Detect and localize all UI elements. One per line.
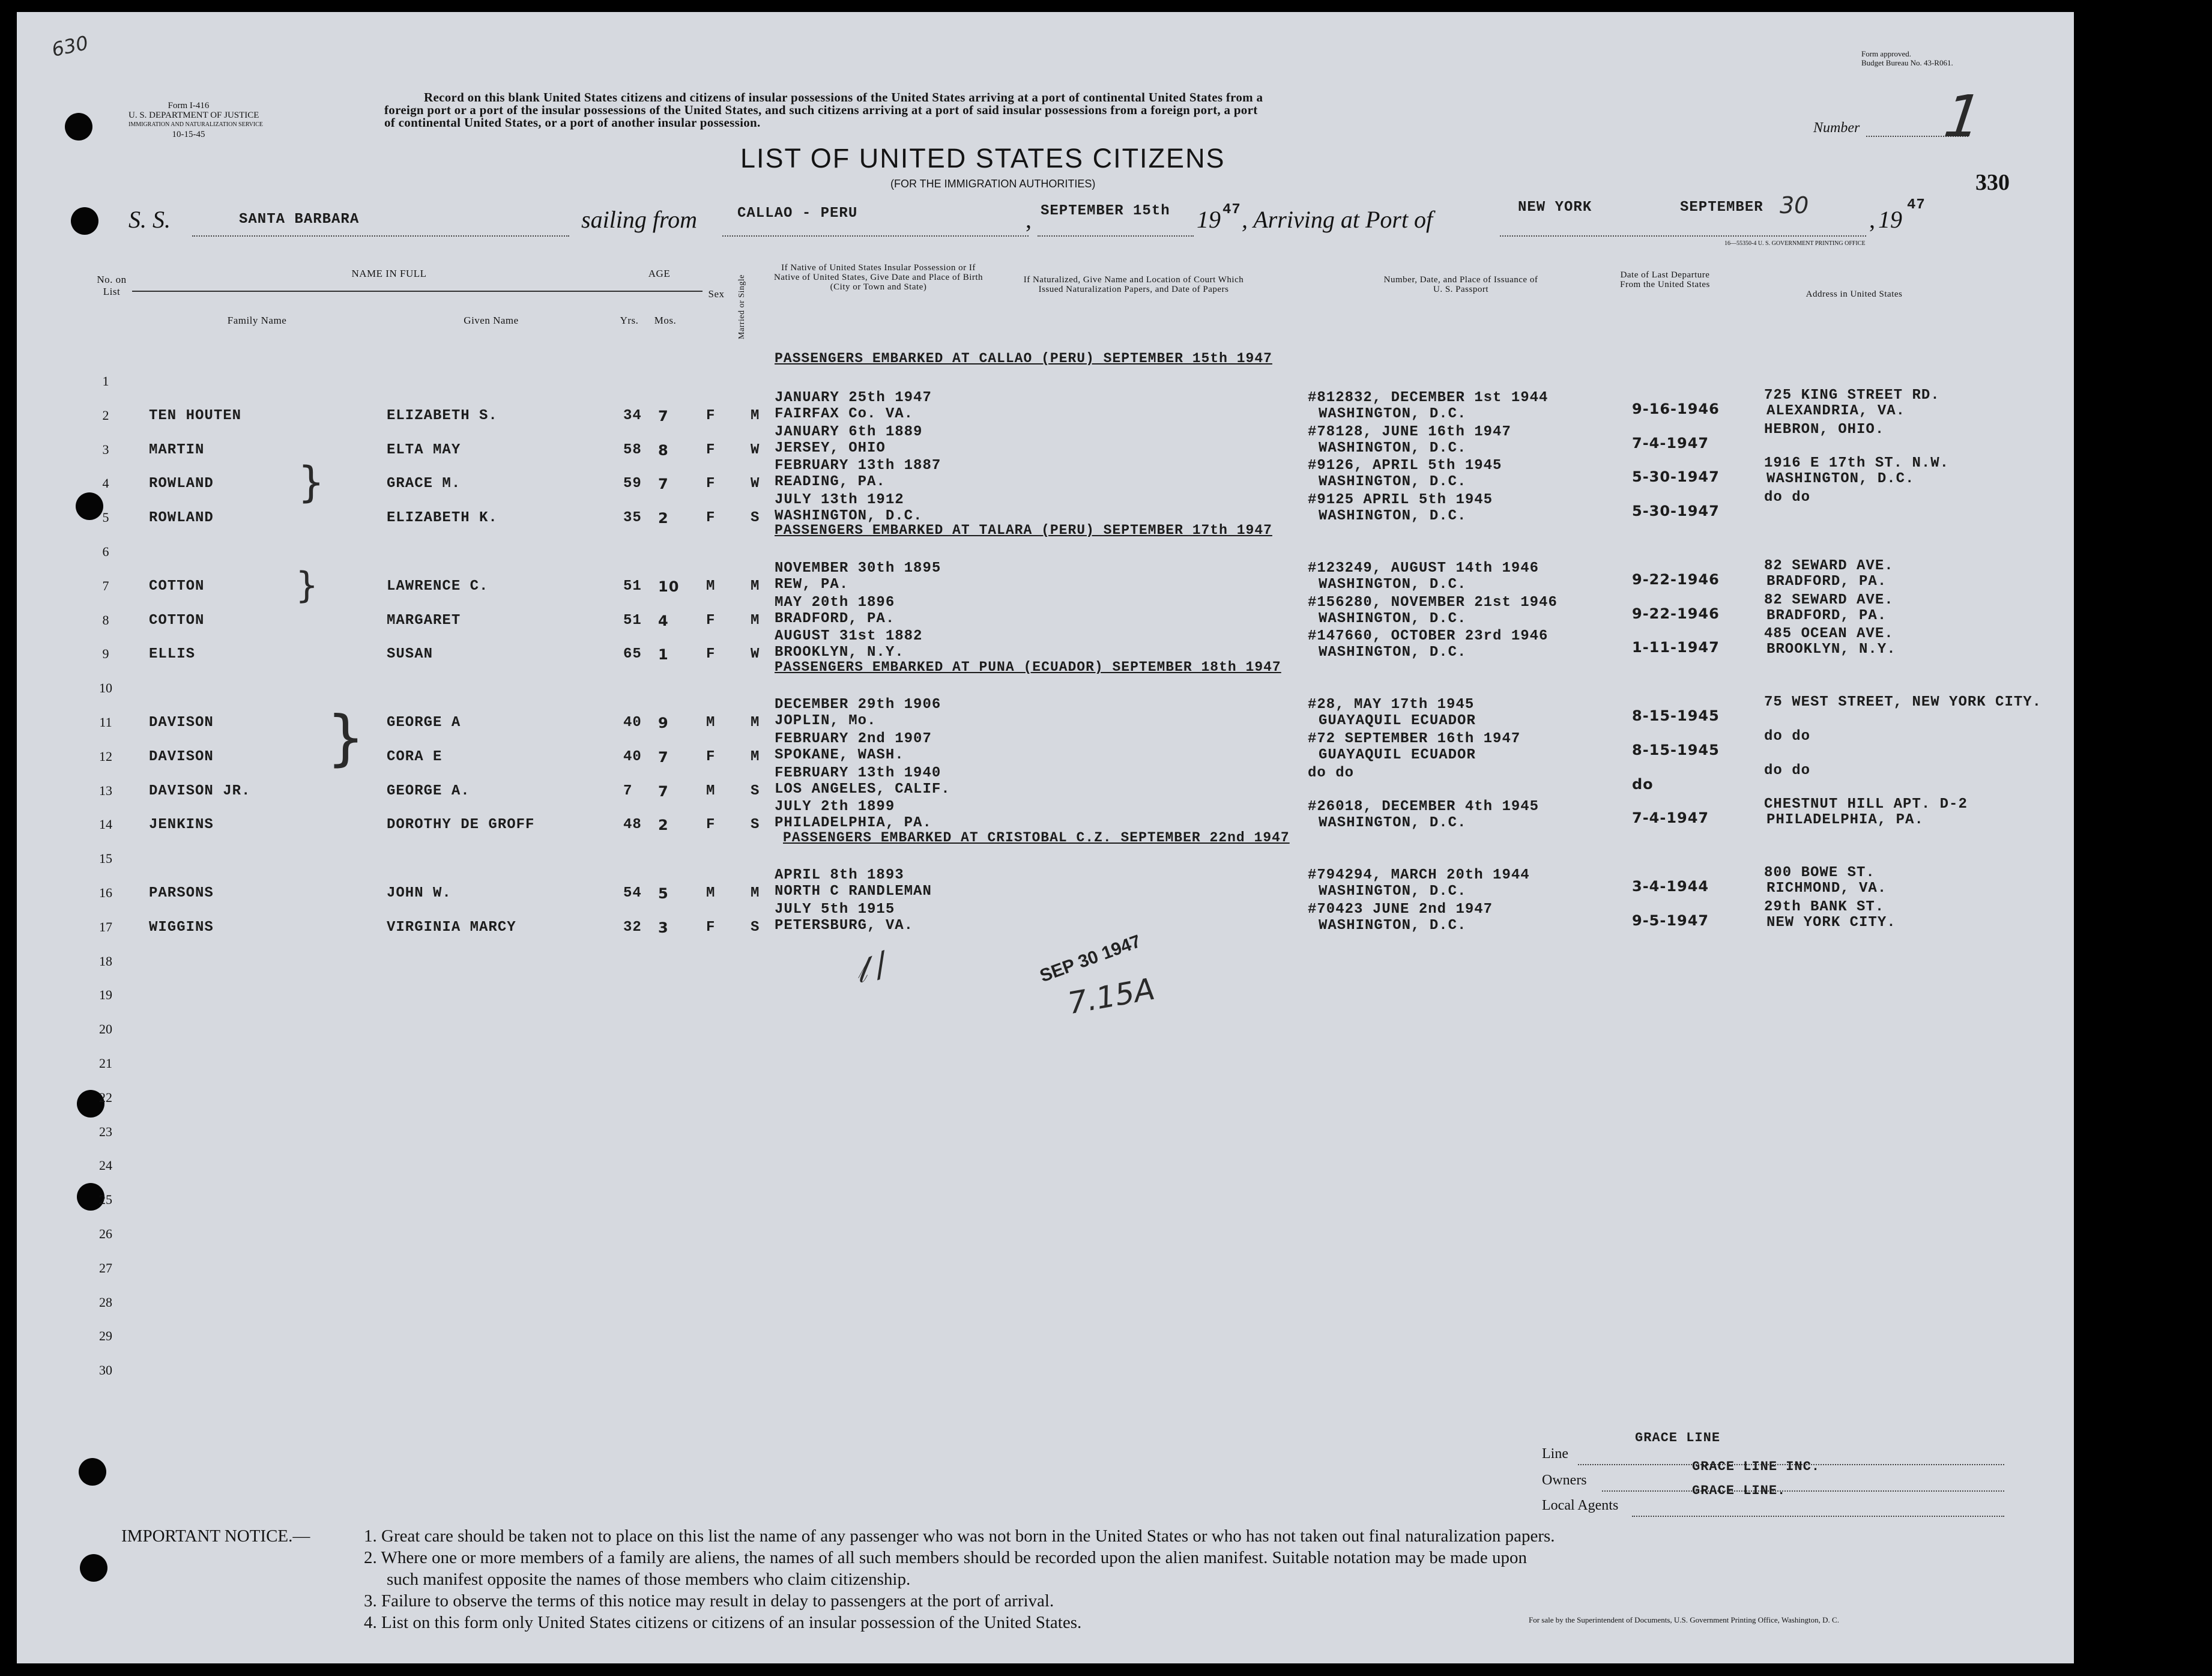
row-number: 3: [102, 441, 109, 457]
sex: F: [706, 476, 716, 492]
col-name-in-full: NAME IN FULL: [351, 268, 427, 279]
passport-number-date: #794294, MARCH 20th 1944: [1308, 867, 1530, 883]
marital-status: W: [751, 476, 760, 492]
row-number: 22: [99, 1089, 112, 1105]
age-months: 5: [658, 885, 669, 902]
family-name: JENKINS: [149, 817, 214, 833]
passport-number-date: #72 SEPTEMBER 16th 1947: [1308, 730, 1521, 747]
arrive-day: 30: [1780, 192, 1809, 219]
notice-item-2: 2. Where one or more members of a family are aliens, the names of all such members should be recorded upon the alien manifest. Suitable notation may be made upon: [364, 1548, 1528, 1567]
address-line-1: 485 OCEAN AVE.: [1764, 626, 1894, 643]
family-name: PARSONS: [149, 885, 214, 901]
budget-approval: [1861, 49, 1953, 67]
age-months: 3: [658, 919, 669, 936]
depart-year: 47: [1222, 202, 1241, 218]
passport-number-date: #28, MAY 17th 1945: [1308, 697, 1475, 713]
notice-heading: IMPORTANT NOTICE.—: [121, 1526, 310, 1546]
owners-value: GRACE LINE INC.: [1692, 1459, 1821, 1474]
inspector-initials: 7.15A: [1065, 971, 1158, 1021]
birth-place: PETERSBURG, VA.: [775, 917, 914, 934]
col-married: Married or Single: [737, 274, 746, 340]
family-name: COTTON: [149, 578, 205, 594]
last-departure-date: 7-4-1947: [1632, 809, 1709, 827]
notice-item-4: 4. List on this form only United States citizens or citizens of an insular possession of the United States.: [364, 1613, 1082, 1632]
form-approved: Form approved.: [1861, 49, 1912, 58]
section-header: PASSENGERS EMBARKED AT TALARA (PERU) SEPTEMBER 17th 1947: [775, 522, 1272, 538]
birth-place: REW, PA.: [775, 576, 849, 593]
row-number: 16: [99, 885, 112, 900]
given-name: LAWRENCE C.: [387, 578, 489, 594]
line-label: Line: [1542, 1446, 1568, 1462]
sex: M: [706, 715, 716, 731]
margin-note: 630: [49, 31, 91, 61]
family-name: DAVISON JR.: [149, 782, 251, 799]
last-departure-date: 7-4-1947: [1632, 434, 1709, 452]
owners-rule: [1602, 1490, 2004, 1492]
row-number: 18: [99, 953, 112, 969]
col-yrs: Yrs.: [620, 315, 639, 326]
sex: F: [706, 748, 716, 765]
arrive-year: 47: [1907, 197, 1926, 213]
last-departure-date: 8-15-1945: [1632, 707, 1720, 724]
given-name: MARGARET: [387, 612, 461, 629]
birth-place: WASHINGTON, D.C.: [775, 508, 923, 525]
age-years: 58: [623, 441, 642, 458]
age-years: 34: [623, 407, 642, 424]
marital-status: M: [751, 612, 760, 629]
passport-number-date: do do: [1308, 764, 1355, 781]
given-name: VIRGINIA MARCY: [387, 919, 516, 936]
marital-status: S: [751, 782, 760, 799]
age-years: 40: [623, 715, 642, 731]
age-years: 32: [623, 919, 642, 936]
row-number: 10: [99, 680, 112, 696]
family-bracket-mark: }: [298, 458, 325, 507]
marital-status: W: [751, 646, 760, 663]
age-months: 7: [658, 476, 669, 493]
row-number: 15: [99, 851, 112, 867]
section-header: PASSENGERS EMBARKED AT PUNA (ECUADOR) SEPTEMBER 18th 1947: [775, 659, 1281, 675]
instruction-line: Record on this blank United States citizens and citizens of insular possessions of the United States arriving at a port of continental United States from a: [424, 90, 1263, 104]
page-subtitle: (FOR THE IMMIGRATION AUTHORITIES): [890, 178, 1096, 190]
marital-status: M: [751, 407, 760, 424]
birth-date: NOVEMBER 30th 1895: [775, 560, 941, 576]
section-header: PASSENGERS EMBARKED AT CALLAO (PERU) SEPTEMBER 15th 1947: [775, 351, 1272, 366]
passport-place: WASHINGTON, D.C.: [1319, 610, 1467, 627]
year-prefix: 19: [1197, 206, 1221, 233]
punch-hole: [71, 207, 98, 235]
col-age: AGE: [648, 268, 671, 279]
birth-date: MAY 20th 1896: [775, 594, 895, 611]
last-departure-date: 9-22-1946: [1632, 605, 1720, 622]
passport-number-date: #147660, OCTOBER 23rd 1946: [1308, 628, 1549, 645]
family-name: ROWLAND: [149, 510, 214, 527]
family-name: DAVISON: [149, 748, 214, 765]
agents-rule: [1632, 1516, 2004, 1517]
col-naturalized: If Naturalized, Give Name and Location of Court Which Issued Naturalization Papers, and Date of Papers: [1023, 275, 1244, 294]
birth-place: READING, PA.: [775, 474, 886, 491]
marital-status: M: [751, 715, 760, 731]
passport-number-date: #123249, AUGUST 14th 1946: [1308, 560, 1540, 576]
row-number: 2: [102, 407, 109, 423]
punch-hole: [79, 1458, 106, 1486]
arriving-label: , Arriving at Port of: [1242, 206, 1433, 233]
row-number: 27: [99, 1260, 112, 1275]
sex: F: [706, 407, 716, 424]
passport-number-date: #812832, DECEMBER 1st 1944: [1308, 389, 1549, 406]
form-edition: 10-15-45: [172, 130, 205, 139]
instruction-line: of continental United States, or a port of another insular possession.: [384, 115, 761, 130]
age-months: 7: [658, 407, 669, 425]
marital-status: W: [751, 441, 760, 458]
col-family: Family Name: [227, 315, 287, 326]
row-number: 21: [99, 1056, 112, 1071]
line-value: GRACE LINE: [1635, 1430, 1721, 1445]
last-departure-date: 1-11-1947: [1632, 639, 1720, 656]
sailing-label: sailing from: [581, 206, 697, 233]
row-number: 4: [102, 476, 109, 491]
passport-number-date: #156280, NOVEMBER 21st 1946: [1308, 594, 1558, 611]
age-years: 7: [623, 782, 633, 799]
passport-place: GUAYAQUIL ECUADOR: [1319, 746, 1476, 763]
age-months: 2: [658, 817, 669, 834]
from-port-line: [722, 235, 1029, 237]
age-years: 51: [623, 578, 642, 594]
birth-date: JANUARY 6th 1889: [775, 423, 923, 440]
col-passport: Number, Date, and Place of Issuance of U. S. Passport: [1383, 275, 1538, 294]
passport-place: WASHINGTON, D.C.: [1319, 405, 1467, 422]
age-months: 7: [658, 782, 669, 800]
passport-number-date: #9126, APRIL 5th 1945: [1308, 458, 1502, 474]
punch-hole: [80, 1554, 107, 1582]
sex: F: [706, 510, 716, 527]
row-number: 23: [99, 1124, 112, 1139]
given-name: GEORGE A: [387, 715, 461, 731]
number-value: 1: [1933, 83, 1992, 150]
marital-status: S: [751, 817, 760, 833]
address-line-1: do do: [1764, 728, 1811, 745]
sex: F: [706, 817, 716, 833]
passport-number-date: #26018, DECEMBER 4th 1945: [1308, 799, 1540, 815]
page-number: 330: [1975, 170, 2010, 195]
arrive-month: SEPTEMBER: [1680, 199, 1763, 216]
last-departure-date: 9-5-1947: [1632, 912, 1709, 929]
last-departure-date: do: [1632, 775, 1654, 793]
row-number: 17: [99, 919, 112, 934]
number-label: Number: [1813, 120, 1860, 136]
passport-place: WASHINGTON, D.C.: [1319, 644, 1467, 661]
birth-date: FEBRUARY 13th 1940: [775, 764, 941, 781]
last-departure-date: 5-30-1947: [1632, 468, 1720, 486]
manifest-sheet: [17, 12, 2074, 1663]
address-line-1: HEBRON, OHIO.: [1764, 421, 1885, 438]
birth-place: BRADFORD, PA.: [775, 610, 895, 627]
punch-hole: [65, 113, 92, 141]
notice-item-1: 1. Great care should be taken not to place on this list the name of any passenger who was not born in the United States or who has not taken out final naturalization papers.: [364, 1526, 1555, 1546]
passport-number-date: #9125 APRIL 5th 1945: [1308, 492, 1493, 509]
age-years: 35: [623, 510, 642, 527]
passport-place: WASHINGTON, D.C.: [1319, 815, 1467, 832]
address-line-1: 800 BOWE ST.: [1764, 865, 1875, 881]
sex: F: [706, 646, 716, 663]
birth-date: JANUARY 25th 1947: [775, 389, 932, 406]
row-number: 9: [102, 646, 109, 662]
birth-place: FAIRFAX Co. VA.: [775, 405, 914, 422]
birth-place: NORTH C RANDLEMAN: [775, 883, 932, 900]
col-departure: Date of Last Departure From the United States: [1620, 270, 1710, 289]
last-departure-date: 8-15-1945: [1632, 741, 1720, 758]
birth-place: JERSEY, OHIO: [775, 440, 886, 456]
passport-place: WASHINGTON, D.C.: [1319, 883, 1467, 900]
given-name: ELIZABETH K.: [387, 510, 498, 527]
family-name: ELLIS: [149, 646, 196, 663]
address-line-1: do do: [1764, 489, 1811, 506]
address-line-1: 75 WEST STREET, NEW YORK CITY.: [1764, 694, 2042, 710]
row-number: 24: [99, 1158, 112, 1173]
row-number: 30: [99, 1363, 112, 1378]
given-name: GEORGE A.: [387, 782, 470, 799]
sex: F: [706, 612, 716, 629]
marital-status: M: [751, 885, 760, 901]
budget-number: Budget Bureau No. 43-R061.: [1861, 58, 1953, 67]
section-header: PASSENGERS EMBARKED AT CRISTOBAL C.Z. SEPTEMBER 22nd 1947: [783, 830, 1290, 846]
address-line-1: CHESTNUT HILL APT. D-2: [1764, 796, 1968, 813]
birth-date: FEBRUARY 13th 1887: [775, 458, 941, 474]
family-name: DAVISON: [149, 715, 214, 731]
birth-date: FEBRUARY 2nd 1907: [775, 730, 932, 747]
owners-label: Owners: [1542, 1472, 1587, 1488]
given-name: ELTA MAY: [387, 441, 461, 458]
address-line-2: BRADFORD, PA.: [1766, 607, 1887, 624]
ss-label: S. S.: [128, 206, 171, 233]
birth-place: BROOKLYN, N.Y.: [775, 644, 904, 661]
birth-date: JULY 2th 1899: [775, 799, 895, 815]
birth-date: DECEMBER 29th 1906: [775, 697, 941, 713]
sex: M: [706, 782, 716, 799]
birth-date: APRIL 8th 1893: [775, 867, 904, 883]
row-number: 11: [99, 715, 112, 730]
sex: M: [706, 885, 716, 901]
last-departure-date: 5-30-1947: [1632, 503, 1720, 520]
agents-value: GRACE LINE.: [1692, 1483, 1786, 1498]
row-number: 20: [99, 1021, 112, 1037]
passport-place: WASHINGTON, D.C.: [1319, 474, 1467, 491]
row-number: 1: [102, 374, 109, 389]
name-rule: [132, 291, 703, 292]
birth-place: JOPLIN, Mo.: [775, 713, 877, 729]
last-departure-date: 9-16-1946: [1632, 400, 1720, 417]
depart-date: SEPTEMBER 15th: [1041, 203, 1170, 219]
ship-line: [192, 235, 569, 237]
age-months: 2: [658, 510, 669, 527]
marital-status: S: [751, 510, 760, 527]
given-name: JOHN W.: [387, 885, 452, 901]
col-mos: Mos.: [654, 315, 677, 326]
age-months: 8: [658, 441, 669, 459]
last-departure-date: 9-22-1946: [1632, 570, 1720, 588]
birth-date: JULY 5th 1915: [775, 901, 895, 918]
col-no: No. on List: [97, 274, 127, 297]
passport-place: WASHINGTON, D.C.: [1319, 508, 1467, 525]
given-name: GRACE M.: [387, 476, 461, 492]
sex: F: [706, 919, 716, 936]
age-months: 4: [658, 612, 669, 629]
age-months: 1: [658, 646, 669, 664]
age-years: 59: [623, 476, 642, 492]
address-line-1: 1916 E 17th ST. N.W.: [1764, 455, 1950, 472]
age-years: 51: [623, 612, 642, 629]
passport-number-date: #70423 JUNE 2nd 1947: [1308, 901, 1493, 918]
age-months: 10: [658, 578, 680, 595]
sex: F: [706, 441, 716, 458]
col-given: Given Name: [464, 315, 519, 326]
col-address: Address in United States: [1806, 289, 1903, 299]
arrival-date-stamp: SEP 30 1947: [1037, 931, 1144, 987]
age-years: 65: [623, 646, 642, 663]
row-number: 25: [99, 1192, 112, 1208]
instructions: [384, 91, 1263, 129]
form-service: IMMIGRATION AND NATURALIZATION SERVICE: [128, 121, 263, 128]
row-number: 19: [99, 987, 112, 1003]
address-line-2: BROOKLYN, N.Y.: [1766, 641, 1896, 658]
address-line-2: BRADFORD, PA.: [1766, 573, 1887, 590]
given-name: SUSAN: [387, 646, 434, 663]
printing-office: 16—55350-4 U. S. GOVERNMENT PRINTING OFFICE: [1724, 240, 1866, 247]
row-number: 12: [99, 748, 112, 764]
passport-place: WASHINGTON, D.C.: [1319, 917, 1467, 934]
address-line-1: 82 SEWARD AVE.: [1764, 591, 1894, 608]
given-name: ELIZABETH S.: [387, 407, 498, 424]
form-id: [128, 101, 263, 139]
depart-date-line: [1038, 235, 1194, 237]
address-line-1: 82 SEWARD AVE.: [1764, 557, 1894, 574]
row-number: 8: [102, 612, 109, 628]
row-number: 7: [102, 578, 109, 593]
col-native: If Native of United States Insular Possession or If Native of United States, Give Date and Place of Birth (City or Town and State): [773, 263, 984, 292]
instruction-line: foreign port or a port of the insular possessions of the United States, and such citizens arriving at a port of said insular possessions from a foreign port, a port: [384, 103, 1258, 117]
col-sex: Sex: [708, 288, 725, 300]
address-line-2: PHILADELPHIA, PA.: [1766, 812, 1924, 829]
ship-name: SANTA BARBARA: [239, 211, 360, 228]
row-number: 5: [102, 510, 109, 525]
birth-date: JULY 13th 1912: [775, 492, 904, 509]
family-name: MARTIN: [149, 441, 205, 458]
notice-item-2-cont: such manifest opposite the names of those members who claim citizenship.: [387, 1570, 911, 1589]
page-title: LIST OF UNITED STATES CITIZENS: [740, 143, 1225, 174]
sex: M: [706, 578, 716, 594]
address-line-2: WASHINGTON, D.C.: [1766, 471, 1915, 488]
inspector-signature: 𝓁 /: [849, 945, 892, 991]
age-years: 40: [623, 748, 642, 765]
agents-label: Local Agents: [1542, 1498, 1619, 1513]
from-port: CALLAO - PERU: [737, 205, 858, 222]
given-name: DOROTHY DE GROFF: [387, 817, 535, 833]
family-name: ROWLAND: [149, 476, 214, 492]
arrive-year-prefix: 19: [1878, 206, 1902, 233]
birth-date: AUGUST 31st 1882: [775, 628, 923, 645]
row-number: 13: [99, 782, 112, 798]
arrive-port-line: [1500, 235, 1866, 237]
family-bracket-mark: }: [327, 703, 365, 773]
comma: ,: [1026, 206, 1032, 233]
row-number: 6: [102, 544, 109, 559]
birth-place: LOS ANGELES, CALIF.: [775, 781, 950, 797]
form-department: U. S. DEPARTMENT OF JUSTICE: [128, 110, 259, 120]
row-number: 29: [99, 1328, 112, 1344]
family-name: WIGGINS: [149, 919, 214, 936]
address-line-1: 29th BANK ST.: [1764, 898, 1885, 915]
address-line-1: do do: [1764, 762, 1811, 779]
address-line-1: 725 KING STREET RD.: [1764, 387, 1940, 404]
age-months: 7: [658, 748, 669, 766]
notice-item-3: 3. Failure to observe the terms of this notice may result in delay to passengers at the port of arrival.: [364, 1591, 1054, 1611]
passport-place: WASHINGTON, D.C.: [1319, 576, 1467, 593]
comma: ,: [1869, 206, 1875, 233]
family-name: TEN HOUTEN: [149, 407, 242, 424]
birth-place: PHILADELPHIA, PA.: [775, 815, 932, 832]
last-departure-date: 3-4-1944: [1632, 878, 1709, 895]
passport-place: WASHINGTON, D.C.: [1319, 440, 1467, 456]
marital-status: M: [751, 748, 760, 765]
family-bracket-mark: }: [295, 564, 319, 607]
arrive-port: NEW YORK: [1518, 199, 1592, 216]
age-months: 9: [658, 715, 669, 731]
passport-place: GUAYAQUIL ECUADOR: [1319, 713, 1476, 729]
address-line-2: NEW YORK CITY.: [1766, 914, 1896, 931]
address-line-2: RICHMOND, VA.: [1766, 880, 1887, 897]
form-number: Form I-416: [168, 101, 210, 110]
address-line-2: ALEXANDRIA, VA.: [1766, 402, 1906, 419]
age-years: 54: [623, 885, 642, 901]
row-number: 14: [99, 817, 112, 832]
given-name: CORA E: [387, 748, 443, 765]
marital-status: S: [751, 919, 760, 936]
sale-note: For sale by the Superintendent of Documents, U.S. Government Printing Office, Washington, D. C.: [1529, 1615, 1839, 1624]
family-name: COTTON: [149, 612, 205, 629]
marital-status: M: [751, 578, 760, 594]
row-number: 26: [99, 1226, 112, 1241]
passport-number-date: #78128, JUNE 16th 1947: [1308, 423, 1511, 440]
birth-place: SPOKANE, WASH.: [775, 746, 904, 763]
age-years: 48: [623, 817, 642, 833]
row-number: 28: [99, 1294, 112, 1310]
